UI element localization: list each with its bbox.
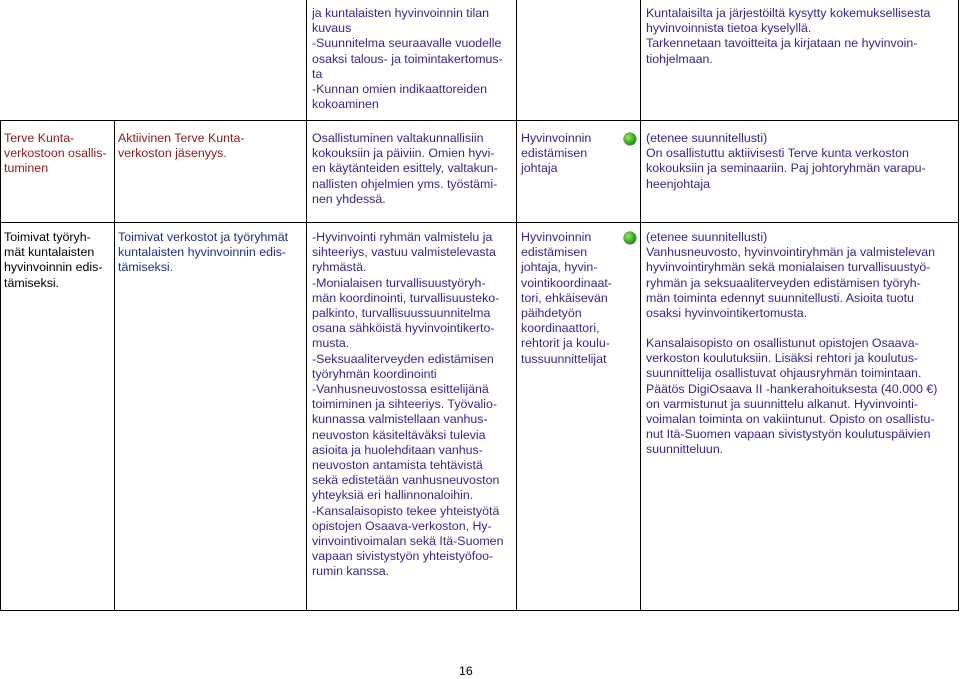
row2-actions-cell: -Hyvinvointi ryhmän valmistelu ja sihteeriys, vastuu valmistelevasta ryhmästä. -Monialaisen turvallisuustyöryh- män koordinointi, turvallisuusteko- palkinto, turvallisuussuunnitelma osana sähköistä hyvinvointikerto- musta. -Seksuaaliterveyden edistämisen työryhmän koordinointi -Vanhusneuvostossa esittelijänä toimiminen ja sihteeriys. Työvalio- kunnassa valmistellaan vanhus- neuvoston käsiteltäväksi tulevia asioita ja huolehditaan vanhus- neuvoston antamista tehtävistä sekä edistetään vanhusneuvoston yhteyksiä eri hallinnonaloihin. -Kansalaisopisto tekee yhteistyötä opistojen Osaava-verkoston, Hy- vinvointivoimalan sekä Itä-Suomen vapaan sivistystyön yhteistyöfoo- rumin kanssa. — [312, 230, 504, 579]
grid-line — [306, 0, 307, 611]
status-green-icon — [624, 133, 636, 145]
row2-status-cell-part1: (etenee suunnitellusti) Vanhusneuvosto, hyvinvointiryhmän ja valmistelevan hyvinvointiryhmän sekä monialaisen turvallisuustyö- ryhmän ja seksuaaliterveyden edistämisen työryh- män toiminta edennyt suunnitellusti. Asioita tuotu osaksi hyvinvointikertomusta. — [646, 230, 936, 321]
top-row-actions-cell: ja kuntalaisten hyvinvoinnin tilan kuvaus -Suunnitelma seuraavalle vuodelle osaksi talous- ja toimintakertomus- ta -Kunnan omien indikaattoreiden kokoaminen — [312, 6, 503, 112]
grid-line — [0, 120, 1, 611]
page-number: 16 — [459, 664, 473, 678]
grid-line — [0, 120, 959, 121]
row1-target-cell: Aktiivinen Terve Kunta- verkoston jäsenyys. — [118, 131, 245, 161]
row1-responsible-cell: Hyvinvoinnin edistämisen johtaja — [521, 131, 592, 176]
row2-goal-cell: Toimivat työryh- mät kuntalaisten hyvinvoinnin edis- tämiseksi. — [4, 230, 103, 290]
grid-line — [0, 610, 959, 611]
row1-goal-cell: Terve Kunta- verkostoon osallis- tuminen — [4, 131, 107, 176]
top-row-status-cell: Kuntalaisilta ja järjestöiltä kysytty kokemuksellisesta hyvinvoinnista tietoa kyselyllä. Tarkennetaan tavoitteita ja kirjataan ne hyvinvoin- tiohjelmaan. — [646, 6, 931, 66]
grid-line — [0, 222, 959, 223]
row2-target-cell: Toimivat verkostot ja työryhmät kuntalaisten hyvinvoinnin edis- tämiseksi. — [118, 230, 289, 275]
row2-responsible-cell: Hyvinvoinnin edistämisen johtaja, hyvin- vointikoordinaat- tori, ehkäisevän päihdetyön koordinaattori, rehtorit ja koulu- tussuunnittelijat — [521, 230, 612, 366]
row2-status-cell-part2: Kansalaisopisto on osallistunut opistojen Osaava- verkoston koulutuksiin. Lisäksi rehtori ja koulutus- suunnittelija osallistuvat ohjausryhmän toimintaan. Päätös DigiOsaava II -hankerahoituksesta (40.000 €) on varmistunut ja suunnittelu alkanut. Hyvinvointi- voimalan toiminta on vakiintunut. Opisto on osallistu- nut Itä-Suomen vapaan sivistystyön koulutuspäivien suunnitteluun. — [646, 336, 938, 457]
grid-line — [516, 0, 517, 611]
status-green-icon — [624, 232, 636, 244]
row1-actions-cell: Osallistuminen valtakunnallisiin kokouksiin ja päiviin. Omien hyvi- en käytänteiden esittely, valtakun- nallisten ohjelmien yms. työstämi- nen yhdessä. — [312, 131, 498, 206]
grid-line — [640, 0, 641, 611]
row1-status-cell: (etenee suunnitellusti) On osallistuttu aktiivisesti Terve kunta verkoston kokouksiin ja seminaariin. Paj johtoryhmän varapu- heenjohtaja — [646, 131, 926, 191]
grid-line — [114, 120, 115, 611]
grid-line — [958, 0, 959, 611]
